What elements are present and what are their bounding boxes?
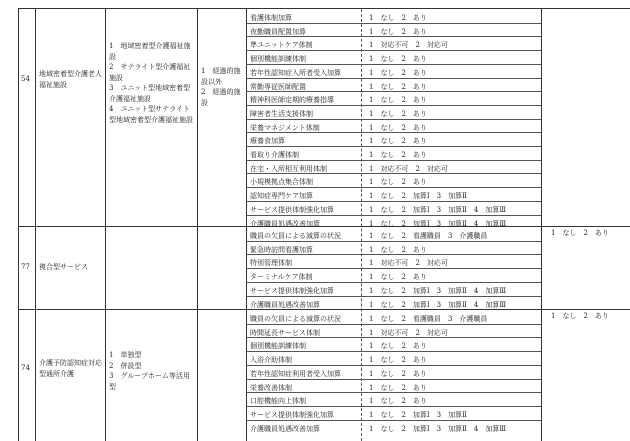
- service-type: 2 併設型: [109, 361, 142, 370]
- item-options: 1 なし 2 あり: [369, 383, 427, 392]
- item-label: 介護職員処遇改善加算: [250, 219, 320, 228]
- item-label: サービス提供体制強化加算: [250, 205, 334, 214]
- service-type: 1 単独型: [109, 351, 142, 359]
- row-divider: [246, 132, 541, 133]
- item-options: 1 対応不可 2 対応可: [369, 328, 448, 337]
- service-number-77: 77: [21, 263, 30, 271]
- item-label: 緊急時訪問看護加算: [250, 245, 313, 254]
- item-options: 1 なし 2 あり: [369, 369, 427, 378]
- row-divider: [246, 64, 541, 65]
- item-options: 1 なし 2 あり: [369, 151, 427, 159]
- item-options: 1 なし 2 加算Ⅰ 3 加算Ⅱ: [369, 410, 467, 419]
- item-options: 1 なし 2 加算Ⅰ 3 加算Ⅱ: [369, 192, 467, 201]
- item-label: 障害者生活支援体制: [250, 109, 313, 118]
- item-options: 1 なし 2 あり: [369, 123, 427, 132]
- service-type: 3 グループホーム等活用型: [109, 372, 190, 391]
- item-options: 1 なし 2 加算Ⅰ 3 加算Ⅱ 4 加算Ⅲ: [369, 424, 507, 433]
- row-divider: [246, 392, 541, 393]
- item-options: 1 なし 2 あり: [369, 273, 427, 282]
- item-options: 1 なし 2 看護職員 3 介護職員: [369, 232, 488, 240]
- item-label: 介護職員処遇改善加算: [250, 300, 320, 309]
- row-divider: [246, 351, 541, 352]
- item-label: 口腔機能向上体制: [250, 397, 306, 406]
- item-options: 1 なし 2 あり: [369, 96, 427, 105]
- service-number-74: 74: [21, 364, 30, 372]
- item-label: 若年性認知症入所者受入加算: [250, 68, 341, 77]
- item-options: 1 なし 2 あり: [369, 27, 427, 36]
- section-divider: [19, 309, 630, 310]
- row-divider: [246, 187, 541, 188]
- item-label: サービス提供体制強化加算: [250, 286, 334, 295]
- service-type: 1 地域密着型介護福祉施設: [109, 42, 191, 61]
- row-divider: [246, 146, 541, 147]
- row-divider: [246, 78, 541, 79]
- row-divider: [246, 201, 541, 202]
- row-divider: [246, 215, 541, 216]
- extra-option-77: 1 なし 2 あり: [551, 229, 609, 237]
- row-divider: [246, 268, 541, 269]
- service-type: 4 ユニット型サテライト型地域密着型介護福祉施設: [109, 105, 193, 124]
- row-divider: [246, 254, 541, 255]
- item-options: 1 なし 2 あり: [369, 245, 427, 254]
- item-label: 常勤専従医師配置: [250, 82, 306, 91]
- item-options: 1 なし 2 あり: [369, 55, 427, 64]
- item-label: 入浴介助体制: [250, 356, 292, 365]
- facility-category-list-54: [201, 66, 245, 108]
- item-label: 若年性認知症利用者受入加算: [250, 369, 341, 378]
- item-label: 特別管理体制: [250, 259, 292, 268]
- item-label: 療養食加算: [250, 137, 285, 146]
- service-type: 2 サテライト型介護福祉施設: [109, 63, 191, 82]
- item-options: 1 なし 2 あり: [369, 397, 427, 406]
- service-name-54: 地域密着型介護老人福祉施設: [39, 70, 102, 89]
- row-divider: [246, 296, 541, 297]
- item-label: 夜勤職員配置加算: [250, 27, 306, 36]
- column-divider: [246, 9, 247, 441]
- extra-option-74: 1 なし 2 あり: [551, 312, 609, 320]
- item-options: 1 なし 2 加算Ⅰ 3 加算Ⅱ 4 加算Ⅲ: [369, 205, 507, 214]
- column-divider-dashed: [361, 9, 362, 441]
- row-divider: [246, 105, 541, 106]
- item-label: 精神科医師定期的療養指導: [250, 96, 334, 105]
- service-type: 3 ユニット型地域密着型介護福祉施設: [109, 84, 191, 103]
- row-divider: [246, 23, 541, 24]
- service-number-54: 54: [21, 75, 30, 83]
- item-label: 職員の欠員による減算の状況: [250, 232, 341, 240]
- item-options: 1 なし 2 あり: [369, 178, 427, 187]
- item-options: 1 なし 2 あり: [369, 356, 427, 365]
- item-options: 1 なし 2 あり: [369, 68, 427, 77]
- column-divider: [541, 9, 542, 441]
- item-options: 1 なし 2 あり: [369, 82, 427, 91]
- item-options: 1 なし 2 加算Ⅰ 3 加算Ⅱ 4 加算Ⅲ: [369, 286, 507, 295]
- row-divider: [246, 119, 541, 120]
- item-label: 小規模拠点集合体制: [250, 178, 313, 187]
- item-options: 1 対応不可 2 対応可: [369, 164, 448, 173]
- facility-category: 1 経過的施設以外: [201, 67, 241, 86]
- service-name-77: 複合型サービス: [39, 263, 88, 271]
- row-divider: [246, 420, 541, 421]
- item-label: 個別機能訓練体制: [250, 55, 306, 64]
- item-options: 1 対応不可 2 対応可: [369, 41, 448, 50]
- row-divider: [246, 324, 541, 325]
- row-divider: [246, 282, 541, 283]
- column-divider: [197, 9, 198, 441]
- item-options: 1 なし 2 あり: [369, 342, 427, 351]
- row-divider: [246, 36, 541, 37]
- item-options: 1 なし 2 あり: [369, 137, 427, 146]
- row-divider: [246, 379, 541, 380]
- row-divider: [246, 91, 541, 92]
- item-label: 介護職員処遇改善加算: [250, 424, 320, 433]
- item-label: 準ユニットケア体制: [250, 41, 313, 50]
- item-options: 1 なし 2 加算Ⅰ 3 加算Ⅱ 4 加算Ⅲ: [369, 219, 507, 228]
- item-label: 個別機能訓練体制: [250, 342, 306, 351]
- row-divider: [246, 173, 541, 174]
- item-options: 1 なし 2 あり: [369, 14, 427, 22]
- item-options: 1 対応不可 2 対応可: [369, 259, 448, 268]
- section-divider: [19, 226, 630, 227]
- column-divider: [35, 9, 36, 441]
- item-label: サービス提供体制強化加算: [250, 410, 334, 419]
- service-type-list-74: [109, 350, 195, 392]
- item-label: 栄養マネジメント体制: [250, 123, 320, 132]
- service-name-74: 介護予防認知症対応型通所介護: [39, 359, 102, 378]
- item-options: 1 なし 2 看護職員 3 介護職員: [369, 315, 488, 323]
- row-divider: [246, 365, 541, 366]
- item-label: 看取り介護体制: [250, 151, 299, 159]
- row-divider: [246, 50, 541, 51]
- service-addition-table: [18, 8, 630, 441]
- item-label: 時間延長サービス体制: [250, 328, 320, 337]
- item-label: ターミナルケア体制: [250, 273, 313, 282]
- service-type-list-54: [109, 41, 195, 125]
- item-options: 1 なし 2 あり: [369, 109, 427, 118]
- row-divider: [246, 241, 541, 242]
- row-divider: [246, 406, 541, 407]
- row-divider: [246, 160, 541, 161]
- item-label: 在宅・入所相互利用体制: [250, 164, 327, 173]
- item-label: 認知症専門ケア加算: [250, 192, 313, 201]
- column-divider: [105, 9, 106, 441]
- facility-category: 2 経過的施設: [201, 88, 241, 107]
- row-divider: [246, 337, 541, 338]
- item-label: 職員の欠員による減算の状況: [250, 315, 341, 323]
- item-label: 看護体制加算: [250, 14, 292, 22]
- item-label: 栄養改善体制: [250, 383, 292, 392]
- item-options: 1 なし 2 加算Ⅰ 3 加算Ⅱ 4 加算Ⅲ: [369, 300, 507, 309]
